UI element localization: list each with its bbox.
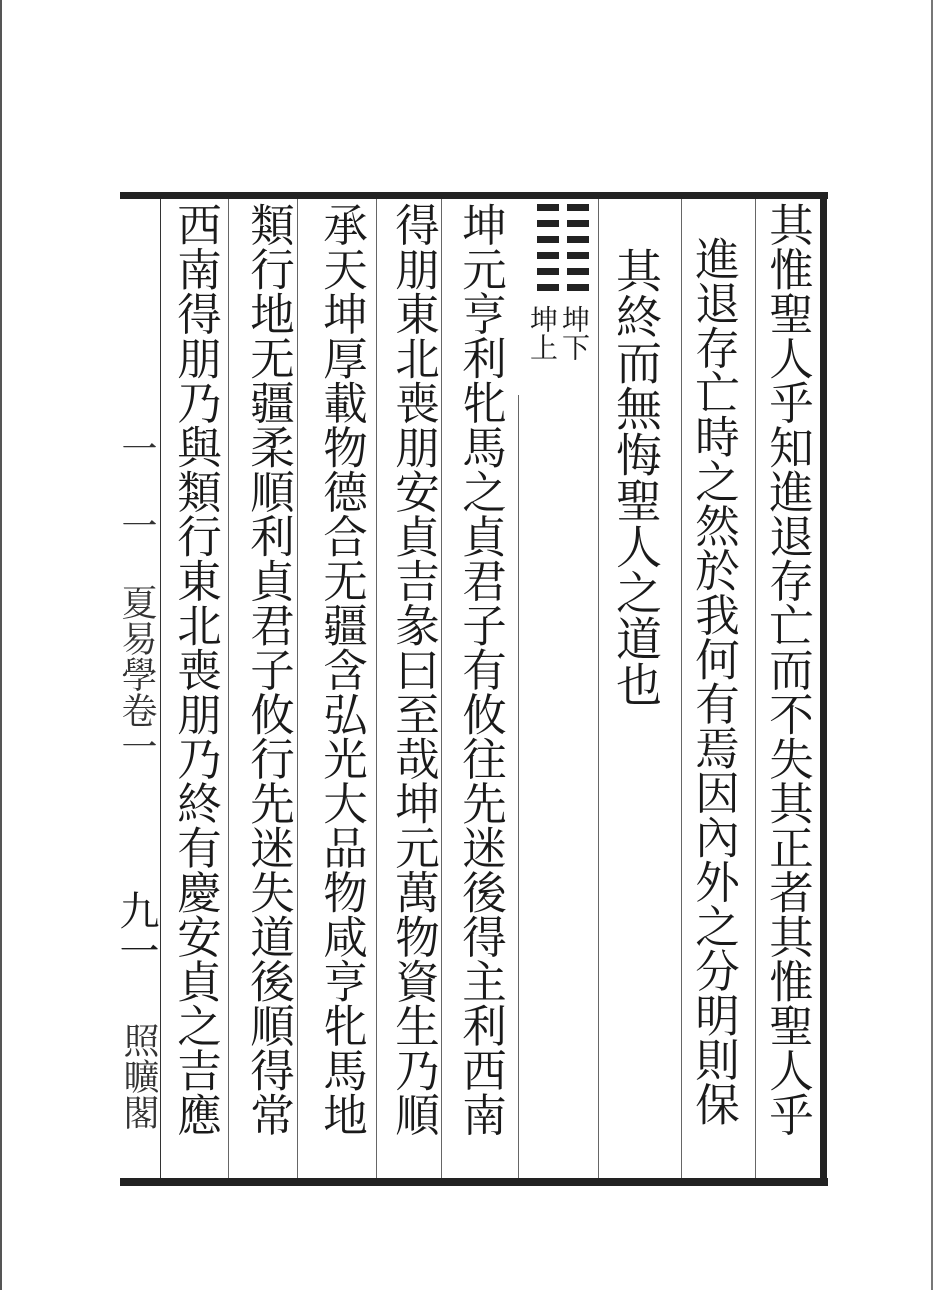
text-column-3: 其終而無悔聖人之道也 [609, 247, 663, 707]
column-divider [598, 199, 599, 1178]
frame-top-border [120, 192, 828, 199]
text-column-5: 得朋東北喪朋安貞吉彖曰至哉坤元萬物資生乃順 [387, 202, 439, 1137]
text-column-8: 西南得朋乃與類行東北喪朋乃終有慶安貞之吉應 [169, 202, 221, 1137]
frame-left-border [160, 199, 161, 1178]
column-divider [518, 395, 519, 1178]
page-number: 九一 [113, 890, 159, 970]
column-divider [228, 199, 229, 1178]
kun-hexagram-icon [537, 202, 589, 297]
page-edge-right [931, 0, 933, 1290]
hexagram-lower-label: 坤下 [558, 305, 591, 361]
text-column-6: 承天坤厚載物德合无疆含弘光大品物咸亨牝馬地 [315, 202, 367, 1137]
text-column-7: 類行地无疆柔順利貞君子攸行先迷失道後順得常 [242, 202, 294, 1137]
frame-bottom-border [120, 1178, 828, 1186]
column-divider [441, 199, 442, 1178]
text-column-1: 其惟聖人乎知進退存亡而不失其正者其惟聖人乎 [761, 202, 813, 1137]
publisher-mark: 照曠閣 [118, 1022, 159, 1130]
column-divider [376, 199, 377, 1178]
page-edge-left [0, 0, 2, 1290]
text-column-4: 坤元亨利牝馬之貞君子有攸往先迷後得主利西南 [454, 202, 506, 1137]
hexagram-upper-label: 坤上 [526, 305, 559, 361]
column-divider [681, 199, 682, 1178]
text-column-2: 進退存亡時之然於我何有焉因內外之分明則保 [687, 236, 739, 1126]
column-divider [297, 199, 298, 1178]
column-divider [755, 199, 756, 1178]
frame-right-border [820, 192, 827, 1186]
book-title-margin: 一 一 夏易學卷一 [116, 430, 157, 764]
